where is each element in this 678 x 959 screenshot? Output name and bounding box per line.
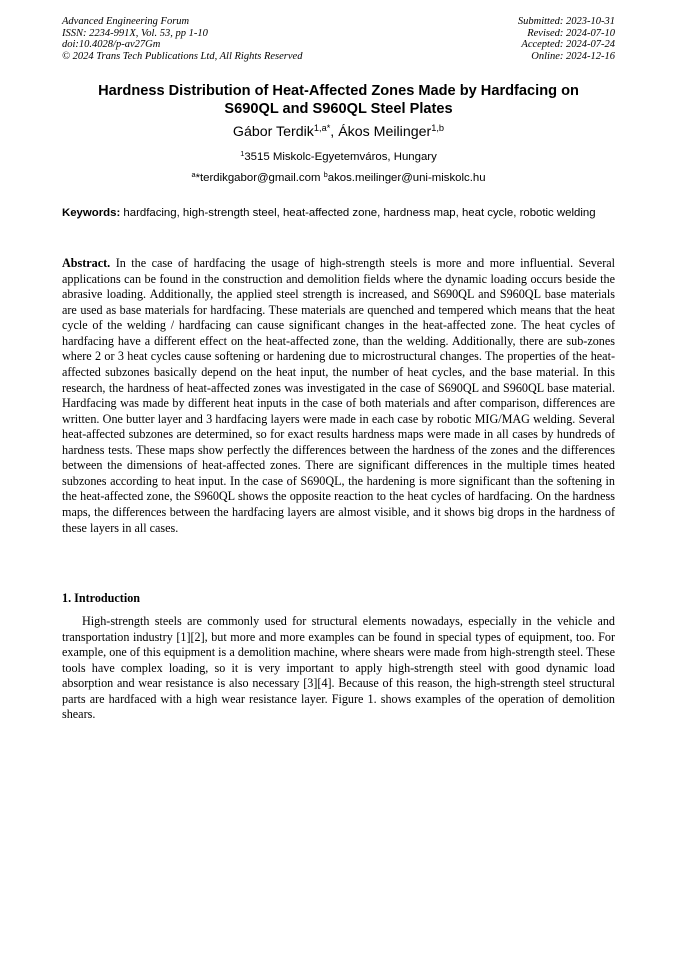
accepted-date: Accepted: 2024-07-24 [521, 39, 615, 51]
abstract-label: Abstract. [62, 256, 111, 270]
affiliation-text: 3515 Miskolc-Egyetemváros, Hungary [244, 151, 437, 163]
affiliation [62, 150, 615, 164]
keywords-text: hardfacing, high-strength steel, heat-affected zone, hardness map, heat cycle, robotic welding [120, 207, 596, 219]
online-date: Online: 2024-12-16 [531, 50, 615, 62]
email-line [62, 171, 615, 185]
title-line-2: S690QL and S960QL Steel Plates [224, 101, 453, 117]
journal-info [62, 16, 302, 62]
email-a[interactable]: *terdikgabor@gmail.com [195, 172, 321, 184]
issn: ISSN: 2234-991X, Vol. 53, pp 1-10 [62, 27, 208, 39]
revised-date: Revised: 2024-07-10 [527, 27, 615, 39]
introduction-paragraph: High-strength steels are commonly used for structural elements nowadays, especially in the vehicle and transportation industry [1][2], but more and more examples can be found in special types of equipment, too. For example, one of this equipment is a demolition machine, where shears were made from high-strength steel. These tools have complex loading, so it is very important to apply high-strength steel with good dynamic load absorption and wear resistance is also necessary [3][4]. Because of this reason, the high-strength steel structural parts are hardfaced with a high wear resistance layer. Figure 1. shows examples of the operation of demolition shears. [62, 614, 615, 722]
journal-name: Advanced Engineering Forum [62, 16, 190, 27]
author-2: Ákos Meilinger [338, 124, 432, 140]
author-list [62, 123, 615, 141]
author-separator: , [330, 124, 339, 140]
copyright: © 2024 Trans Tech Publications Ltd, All Rights Reserved [62, 50, 303, 62]
doi[interactable]: doi:10.4028/p-av27Gm [62, 39, 161, 51]
publication-dates [518, 16, 615, 62]
author-1: Gábor Terdik [232, 124, 314, 140]
email-b-marker: b [323, 169, 328, 179]
email-b[interactable]: akos.meilinger@uni-miskolc.hu [327, 172, 486, 184]
affiliation-marker: 1 [240, 148, 245, 158]
section-heading-introduction: 1. Introduction [62, 591, 141, 605]
author-2-affil: 1,b [431, 122, 445, 133]
email-a-marker: a [191, 169, 196, 179]
keywords-label: Keywords: [62, 207, 121, 219]
submitted-date: Submitted: 2023-10-31 [517, 16, 615, 27]
author-1-affil: 1,a* [313, 122, 331, 133]
title-line-1: Hardness Distribution of Heat-Affected Zones Made by Hardfacing on [98, 83, 579, 99]
abstract [62, 256, 615, 536]
keywords [62, 206, 615, 221]
abstract-text: In the case of hardfacing the usage of high-strength steels is more and more influential. Several applications can be found in the construction and demolition fields where the dynamic loading occurs beside the abrasive loading. Additionally, the applied steel strength is increased, and S690QL and S960QL base materials are used as base materials for hardfacing. These materials are quenched and tempered which means that the heat cycle of the welding / hardfacing can cause significant changes in the heat-affected zone. The heat cycles of hardfacing have a different effect on the heat-affected zone, than the welding. Additionally, there are sub-zones where 2 or 3 heat cycles cause softening or hardening due to microstructural changes. The properties of the heat-affected subzones basically depend on the heat input, the number of heat cycles, and the base material. In this research, the hardness of heat-affected zones was investigated in the case of S690QL and S960QL base material. Hardfacing was made by different heat inputs in the case of both materials and after comparison, differences are written. One butter layer and 3 hardfacing layers were made in each case by robotic MIG/MAG welding. Several heat-affected subzones are determined, so for exact results hardness maps were made in all cases by hundreds of hardness tests. These maps show perfectly the differences between the hardness of the zones and the differences between the dimensions of heat-affected zones. There are significant differences in the multiple times heated subzones according to heat input. In the case of S690QL, the hardening is more significant than the softening in the heat-affected zone, the S960QL shows the opposite reaction to the heat cycles of hardfacing. On the hardness maps, the differences between the hardfacing layers are almost visible, and it shows big drops in the hardness of these layers in all cases. [62, 256, 615, 535]
paper-title [62, 82, 615, 118]
